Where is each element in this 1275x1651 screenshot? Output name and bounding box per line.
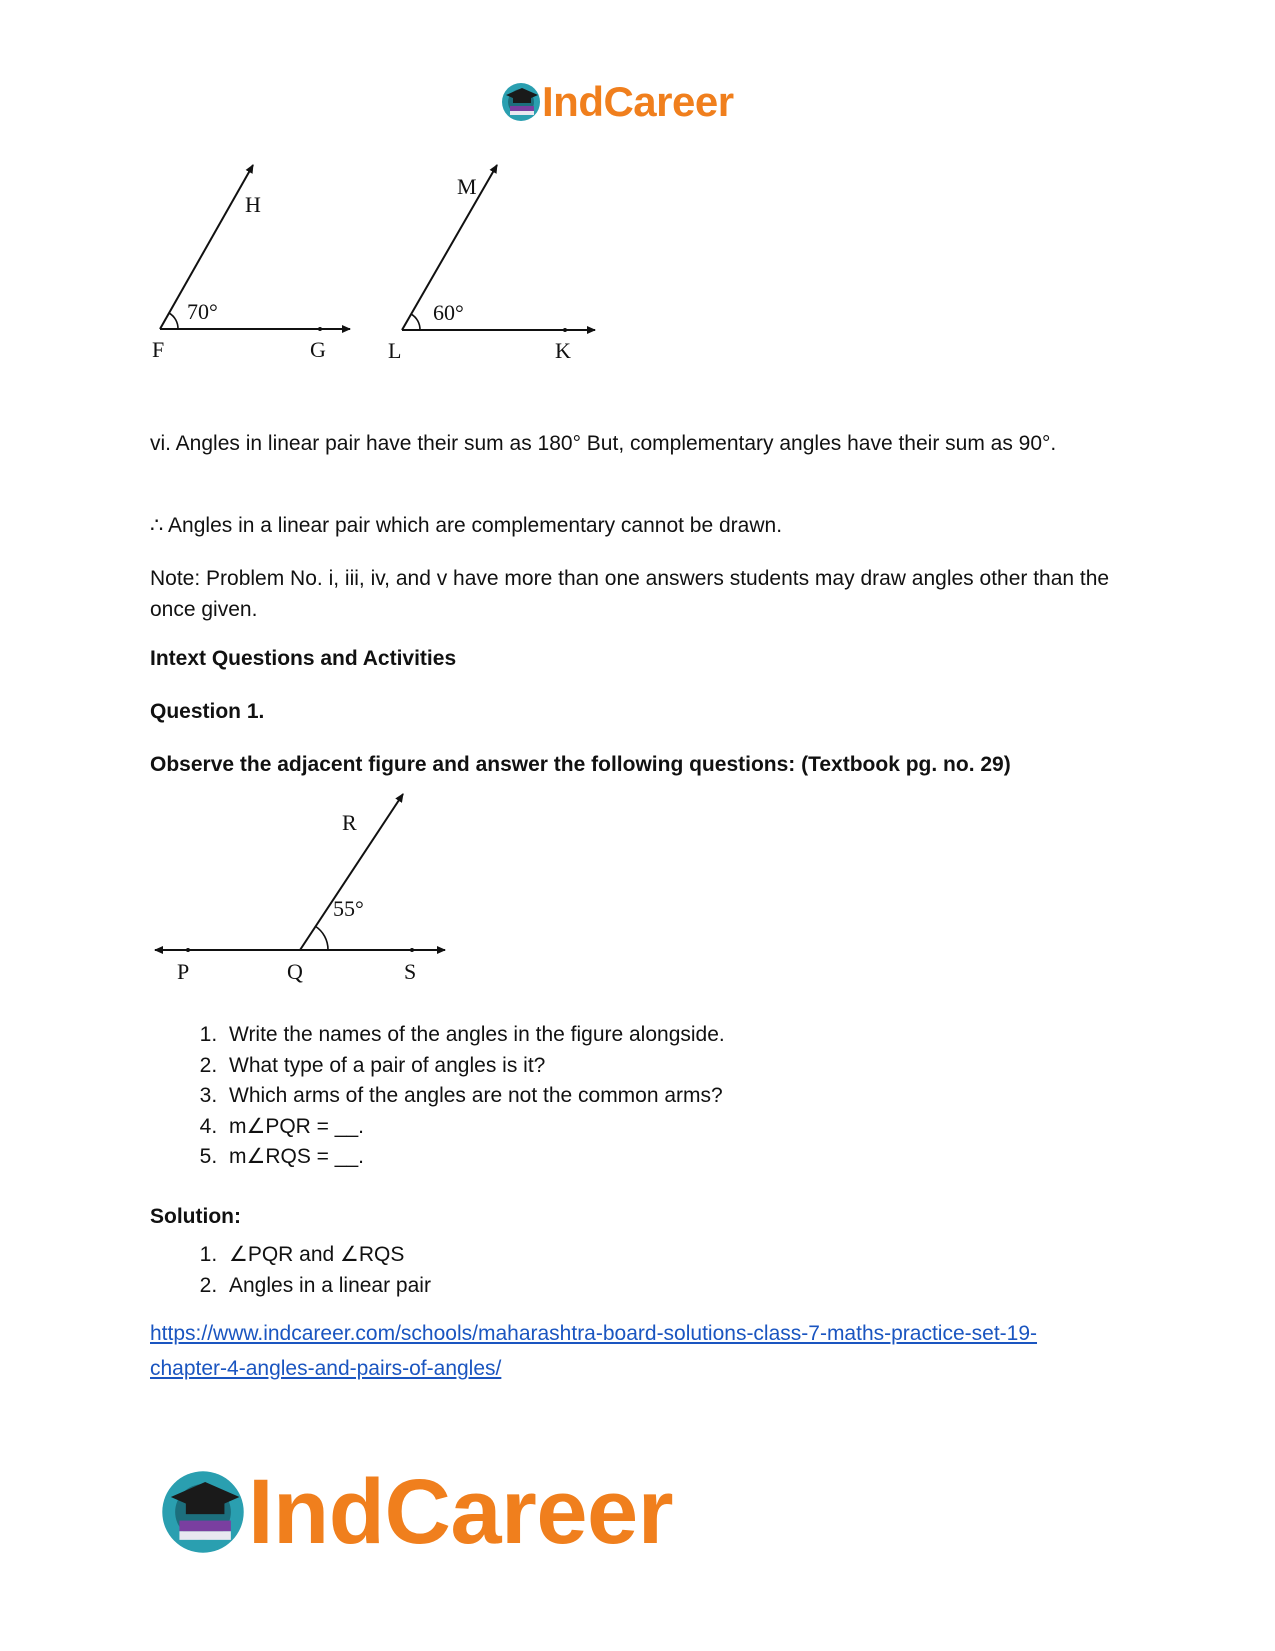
question-label: Question 1. — [150, 700, 265, 723]
label-m: M — [457, 174, 477, 199]
solution-label: Solution: — [150, 1205, 241, 1228]
list-item: 4. m∠PQR = __. — [223, 1112, 725, 1143]
brand-name: IndCareer — [542, 78, 734, 125]
label-l: L — [388, 338, 402, 363]
note-paragraph: Note: Problem No. i, iii, iv, and v have more than one answers students may draw angles other than the once given. — [150, 567, 1110, 621]
label-p: P — [177, 959, 190, 984]
label-q: Q — [287, 959, 303, 984]
list-item: 1. Write the names of the angles in the figure alongside. — [223, 1020, 725, 1051]
graduation-cap-book-globe-icon — [500, 81, 542, 123]
paragraph-vi: vi. Angles in linear pair have their sum as 180° But, complementary angles have their sum as 90°. — [150, 432, 1057, 455]
list-item: 3. Which arms of the angles are not the common arms? — [223, 1081, 725, 1112]
label-g: G — [310, 337, 326, 362]
angles-figure-1 — [150, 155, 620, 370]
source-link[interactable] — [150, 1316, 1110, 1386]
label-h: H — [245, 192, 261, 217]
list-item: 2. What type of a pair of angles is it? — [223, 1051, 725, 1082]
therefore-statement: ∴ Angles in a linear pair which are complementary cannot be drawn. — [150, 514, 783, 537]
linear-pair-figure — [150, 790, 470, 990]
label-k: K — [555, 338, 571, 363]
question-text: Observe the adjacent figure and answer the following questions: (Textbook pg. no. 29) — [150, 753, 1011, 776]
measure-55: 55° — [333, 896, 364, 921]
label-s: S — [404, 959, 417, 984]
measure-60: 60° — [433, 300, 464, 325]
source-link-line-2[interactable]: chapter-4-angles-and-pairs-of-angles/ — [150, 1357, 502, 1380]
section-heading: Intext Questions and Activities — [150, 647, 457, 670]
label-r: R — [342, 810, 357, 835]
solution-list — [150, 1240, 431, 1301]
angle-arc-q — [315, 926, 328, 950]
source-link-line-1[interactable]: https://www.indcareer.com/schools/maharashtra-board-solutions-class-7-maths-practice-set-19- — [150, 1322, 1038, 1345]
label-f: F — [152, 337, 165, 362]
brand-name: IndCareer — [248, 1461, 673, 1563]
question-list — [150, 1020, 725, 1173]
list-item: 5. m∠RQS = __. — [223, 1142, 725, 1173]
angle-arc-f — [169, 313, 178, 329]
measure-70: 70° — [187, 299, 218, 324]
footer-logo — [158, 1462, 673, 1562]
angle-arc-l — [411, 314, 420, 330]
header-logo — [500, 78, 734, 126]
list-item: 2. Angles in a linear pair — [223, 1271, 431, 1302]
graduation-cap-book-globe-icon — [158, 1467, 248, 1557]
list-item: 1. ∠PQR and ∠RQS — [223, 1240, 431, 1271]
